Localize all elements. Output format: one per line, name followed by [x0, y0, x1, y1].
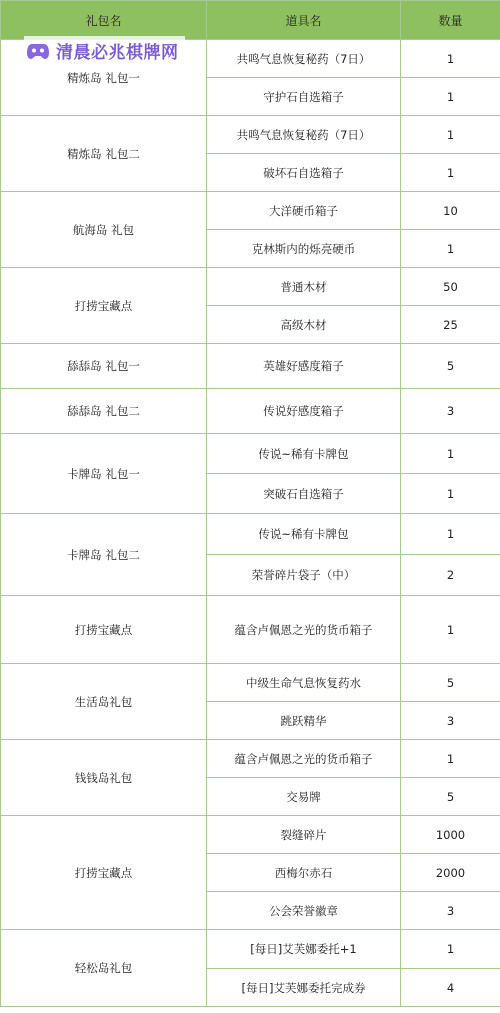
- quantity-cell: 25: [401, 306, 500, 344]
- header-row: [1, 1, 500, 40]
- quantity-cell: 1: [401, 514, 500, 555]
- item-name-cell: 跳跃精华: [207, 702, 401, 740]
- item-name-cell: 西梅尔赤石: [207, 854, 401, 892]
- item-name-cell: 传说~稀有卡牌包: [207, 514, 401, 555]
- item-name-cell: 交易牌: [207, 778, 401, 816]
- table-row: [1, 192, 500, 230]
- item-name-cell: 传说~稀有卡牌包: [207, 434, 401, 474]
- header-item-name: 道具名: [207, 1, 401, 40]
- item-name-cell: 共鸣气息恢复秘药（7日）: [207, 116, 401, 154]
- quantity-cell: 3: [401, 702, 500, 740]
- watermark-text: 清晨必兆棋牌网: [56, 43, 179, 63]
- table-row: [1, 389, 500, 434]
- table-body: [1, 40, 500, 1007]
- header-pack-name: 礼包名: [1, 1, 207, 40]
- item-name-cell: 中级生命气息恢复药水: [207, 664, 401, 702]
- quantity-cell: 2000: [401, 854, 500, 892]
- pack-name-cell: 卡牌岛 礼包二: [1, 514, 207, 596]
- site-watermark: [24, 36, 185, 65]
- quantity-cell: 1: [401, 154, 500, 192]
- item-name-cell: 共鸣气息恢复秘药（7日）: [207, 40, 401, 78]
- quantity-cell: 5: [401, 344, 500, 389]
- item-name-cell: [每日]艾芙娜委托+1: [207, 930, 401, 969]
- pack-name-cell: 舔舔岛 礼包一: [1, 344, 207, 389]
- item-name-cell: 裂缝碎片: [207, 816, 401, 854]
- table-row: [1, 930, 500, 969]
- item-name-cell: 普通木材: [207, 268, 401, 306]
- pack-name-cell: 航海岛 礼包: [1, 192, 207, 268]
- item-name-cell: 蕴含卢佩恩之光的货币箱子: [207, 596, 401, 664]
- quantity-cell: 1: [401, 596, 500, 664]
- item-name-cell: 克林斯内的烁亮硬币: [207, 230, 401, 268]
- quantity-cell: 50: [401, 268, 500, 306]
- item-name-cell: 高级木材: [207, 306, 401, 344]
- quantity-cell: 1: [401, 740, 500, 778]
- item-name-cell: 突破石自选箱子: [207, 474, 401, 514]
- quantity-cell: 1: [401, 116, 500, 154]
- gamepad-icon: [26, 41, 50, 61]
- quantity-cell: 10: [401, 192, 500, 230]
- quantity-cell: 3: [401, 389, 500, 434]
- quantity-cell: 1000: [401, 816, 500, 854]
- table-row: [1, 514, 500, 555]
- quantity-cell: 1: [401, 930, 500, 969]
- table-row: [1, 344, 500, 389]
- quantity-cell: 1: [401, 230, 500, 268]
- pack-name-cell: 轻松岛礼包: [1, 930, 207, 1007]
- pack-name-cell: 打捞宝藏点: [1, 268, 207, 344]
- table-row: [1, 816, 500, 854]
- quantity-cell: 1: [401, 434, 500, 474]
- item-name-cell: 大洋硬币箱子: [207, 192, 401, 230]
- pack-name-cell: 舔舔岛 礼包二: [1, 389, 207, 434]
- item-name-cell: 英雄好感度箱子: [207, 344, 401, 389]
- quantity-cell: 1: [401, 40, 500, 78]
- item-name-cell: 破坏石自选箱子: [207, 154, 401, 192]
- item-name-cell: 公会荣誉徽章: [207, 892, 401, 930]
- table-row: [1, 740, 500, 778]
- table-row: [1, 116, 500, 154]
- quantity-cell: 2: [401, 555, 500, 596]
- quantity-cell: 1: [401, 78, 500, 116]
- quantity-cell: 5: [401, 778, 500, 816]
- quantity-cell: 4: [401, 969, 500, 1007]
- table-row: [1, 664, 500, 702]
- pack-name-cell: 生活岛礼包: [1, 664, 207, 740]
- header-quantity: 数量: [401, 1, 500, 40]
- pack-name-cell: 钱钱岛礼包: [1, 740, 207, 816]
- pack-name-cell: 打捞宝藏点: [1, 596, 207, 664]
- table-row: [1, 268, 500, 306]
- pack-name-cell: 卡牌岛 礼包一: [1, 434, 207, 514]
- pack-name-cell: 精炼岛 礼包二: [1, 116, 207, 192]
- item-name-cell: 荣誉碎片袋子（中）: [207, 555, 401, 596]
- pack-name-cell: 精炼岛 礼包一: [1, 40, 207, 116]
- item-name-cell: 蕴含卢佩恩之光的货币箱子: [207, 740, 401, 778]
- table-row: [1, 596, 500, 664]
- table-row: [1, 434, 500, 474]
- quantity-cell: 1: [401, 474, 500, 514]
- item-name-cell: 传说好感度箱子: [207, 389, 401, 434]
- pack-name-cell: 打捞宝藏点: [1, 816, 207, 930]
- quantity-cell: 3: [401, 892, 500, 930]
- quantity-cell: 5: [401, 664, 500, 702]
- item-name-cell: [每日]艾芙娜委托完成券: [207, 969, 401, 1007]
- item-name-cell: 守护石自选箱子: [207, 78, 401, 116]
